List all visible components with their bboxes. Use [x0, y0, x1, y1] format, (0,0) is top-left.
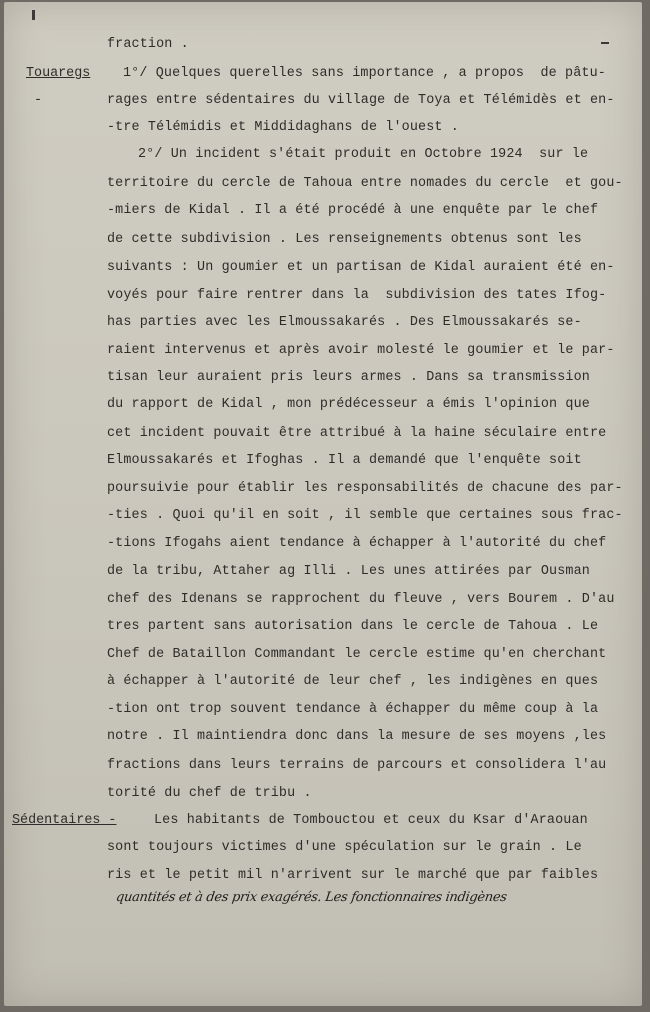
text-line: Chef de Bataillon Commandant le cercle estime qu'en cherchant: [107, 647, 607, 662]
text-line: voyés pour faire rentrer dans la subdivision des tates Ifog-: [107, 288, 607, 303]
text-line: raient intervenus et après avoir molesté le goumier et le par-: [107, 343, 615, 358]
text-line: à échapper à l'autorité de leur chef , les indigènes en ques: [107, 674, 599, 689]
text-line: notre . Il maintiendra donc dans la mesure de ses moyens ,les: [107, 729, 607, 744]
text-line: tres partent sans autorisation dans le cercle de Tahoua . Le: [107, 619, 599, 634]
text-line: poursuivie pour établir les responsabilités de chacune des par-: [107, 481, 623, 496]
handwritten-annotation: quantités et à des prix exagérés. Les fonctionnaires indigènes: [114, 890, 508, 905]
text-line: suivants : Un goumier et un partisan de Kidal auraient été en-: [107, 260, 615, 275]
text-line: sont toujours victimes d'une spéculation sur le grain . Le: [107, 840, 582, 855]
text-line: cet incident pouvait être attribué à la haine séculaire entre: [107, 426, 607, 441]
text-line: chef des Idenans se rapprochent du fleuve , vers Bourem . D'au: [107, 592, 615, 607]
ink-mark: [32, 10, 35, 20]
text-line: ris et le petit mil n'arrivent sur le marché que par faibles: [107, 868, 599, 883]
ink-mark: [601, 42, 609, 44]
text-line: de la tribu, Attaher ag Illi . Les unes attirées par Ousman: [107, 564, 590, 579]
text-line: fraction .: [107, 37, 189, 52]
text-line: de cette subdivision . Les renseignements obtenus sont les: [107, 232, 582, 247]
text-line: Elmoussakarés et Ifoghas . Il a demandé que l'enquête soit: [107, 453, 582, 468]
text-line: Les habitants de Tombouctou et ceux du Ksar d'Araouan: [154, 813, 588, 828]
text-line: -miers de Kidal . Il a été procédé à une enquête par le chef: [107, 203, 599, 218]
margin-label-touaregs: Touaregs: [26, 66, 91, 81]
text-line: 2°/ Un incident s'était produit en Octobre 1924 sur le: [138, 147, 589, 162]
text-line: rages entre sédentaires du village de Toya et Télémidès et en-: [107, 93, 615, 108]
margin-label-sedentaires: Sédentaires -: [12, 813, 117, 828]
text-line: -tion ont trop souvent tendance à échapper du même coup à la: [107, 702, 599, 717]
text-line: -ties . Quoi qu'il en soit , il semble que certaines sous frac-: [107, 508, 623, 523]
text-line: -tions Ifogahs aient tendance à échapper à l'autorité du chef: [107, 536, 607, 551]
text-line: tisan leur auraient pris leurs armes . Dans sa transmission: [107, 370, 590, 385]
text-line: du rapport de Kidal , mon prédécesseur a émis l'opinion que: [107, 397, 590, 412]
text-line: fractions dans leurs terrains de parcours et consolidera l'au: [107, 758, 607, 773]
text-line: has parties avec les Elmoussakarés . Des Elmoussakarés se-: [107, 315, 582, 330]
text-line: torité du chef de tribu .: [107, 786, 312, 801]
text-line: 1°/ Quelques querelles sans importance , a propos de pâtu-: [123, 66, 606, 81]
text-line: territoire du cercle de Tahoua entre nomades du cercle et gou-: [107, 176, 623, 191]
margin-dash: -: [34, 93, 43, 108]
text-line: -tre Télémidis et Middidaghans de l'ouest .: [107, 120, 459, 135]
document-page: [4, 2, 642, 1006]
